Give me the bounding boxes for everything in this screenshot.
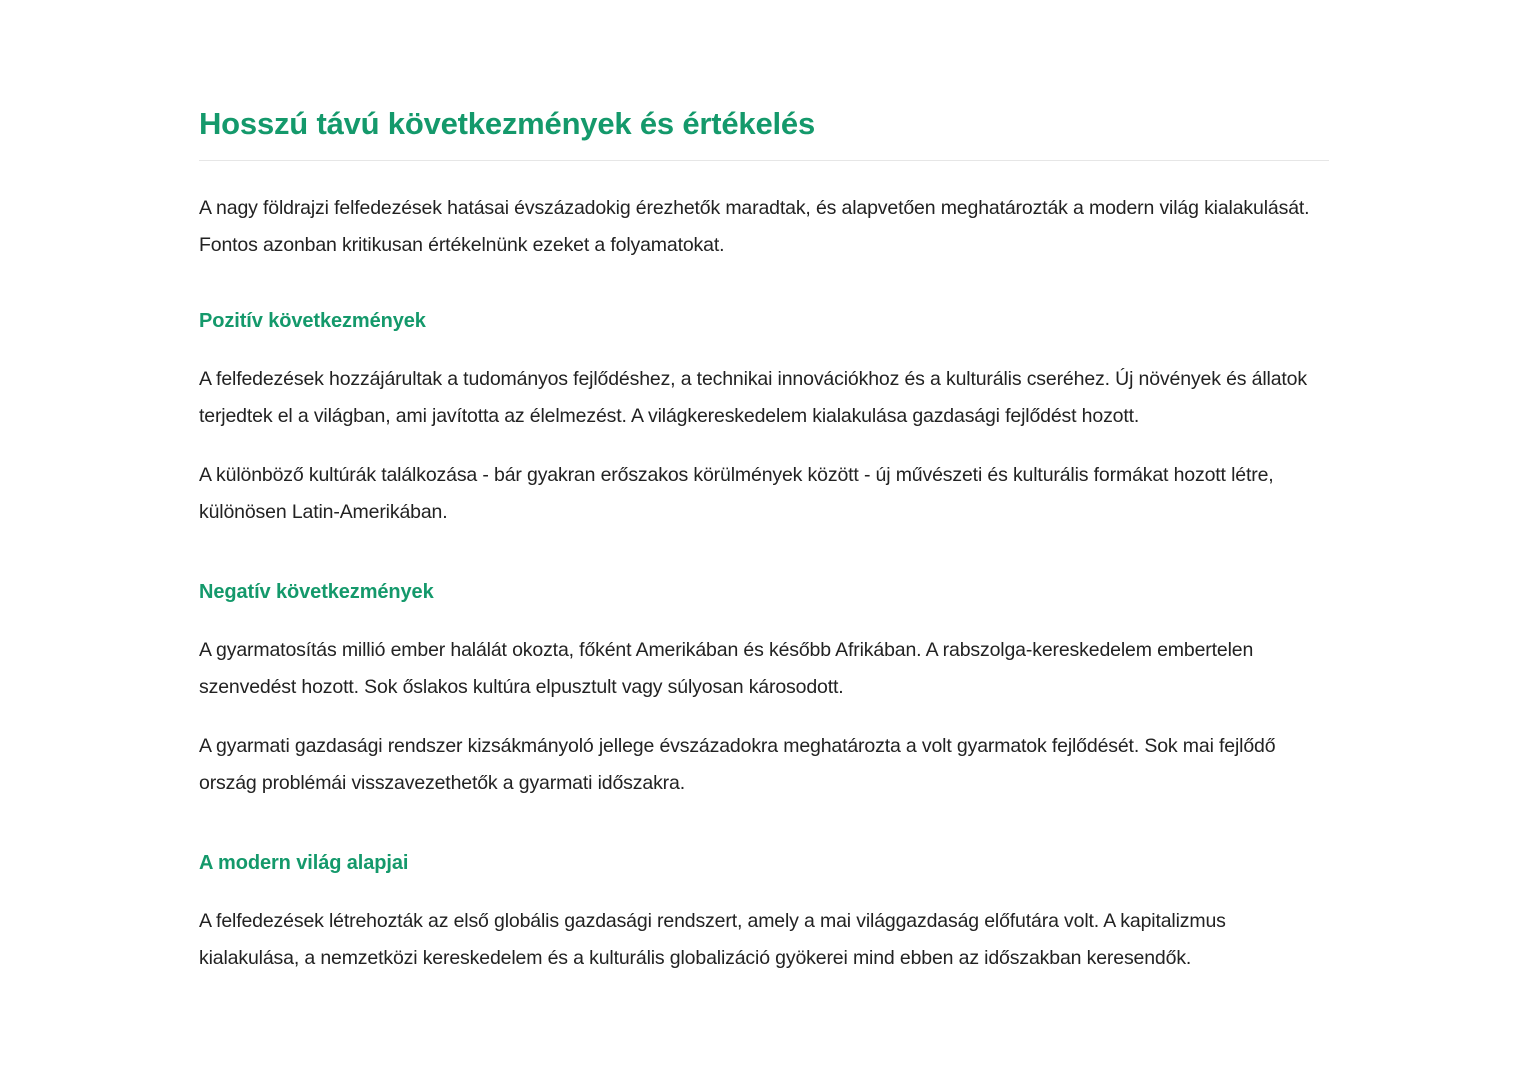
section-paragraph: A gyarmatosítás millió ember halálát okozta, főként Amerikában és később Afrikában. A rabszolga-kereskedelem embertelen szenvedést hozott. Sok őslakos kultúra elpusztult vagy súlyosan károsodott. bbox=[199, 639, 1254, 698]
section-heading-modern-world: A modern világ alapjai bbox=[199, 852, 409, 874]
section-paragraph: A különböző kultúrák találkozása - bár gyakran erőszakos körülmények között - új művészeti és kulturális formákat hozott létre, különösen Latin-Amerikában. bbox=[199, 464, 1274, 523]
page-title: Hosszú távú következmények és értékelés bbox=[199, 106, 815, 141]
section-paragraph: A felfedezések létrehozták az első globális gazdasági rendszert, amely a mai világgazdaság előfutára volt. A kapitalizmus kialakulása, a nemzetközi kereskedelem és a kulturális globalizáció gyökerei mind ebben az időszakban keresendők. bbox=[199, 910, 1226, 969]
section-paragraph: A gyarmati gazdasági rendszer kizsákmányoló jellege évszázadokra meghatározta a volt gyarmatok fejlődését. Sok mai fejlődő ország problémái visszavezethetők a gyarmati időszakra. bbox=[199, 735, 1276, 794]
section-heading-negative: Negatív következmények bbox=[199, 581, 434, 603]
article bbox=[199, 100, 1329, 977]
title-divider bbox=[199, 160, 1329, 161]
section-paragraph: A felfedezések hozzájárultak a tudományos fejlődéshez, a technikai innovációkhoz és a kulturális cseréhez. Új növények és állatok terjedtek el a világban, ami javította az élelmezést. A világkereskedelem kialakulása gazdasági fejlődést hozott. bbox=[199, 368, 1307, 427]
section-heading-positive: Pozitív következmények bbox=[199, 310, 426, 332]
intro-paragraph: A nagy földrajzi felfedezések hatásai évszázadokig érezhetők maradtak, és alapvetően meghatározták a modern világ kialakulását. Fontos azonban kritikusan értékelnünk ezeket a folyamatokat. bbox=[199, 197, 1310, 256]
